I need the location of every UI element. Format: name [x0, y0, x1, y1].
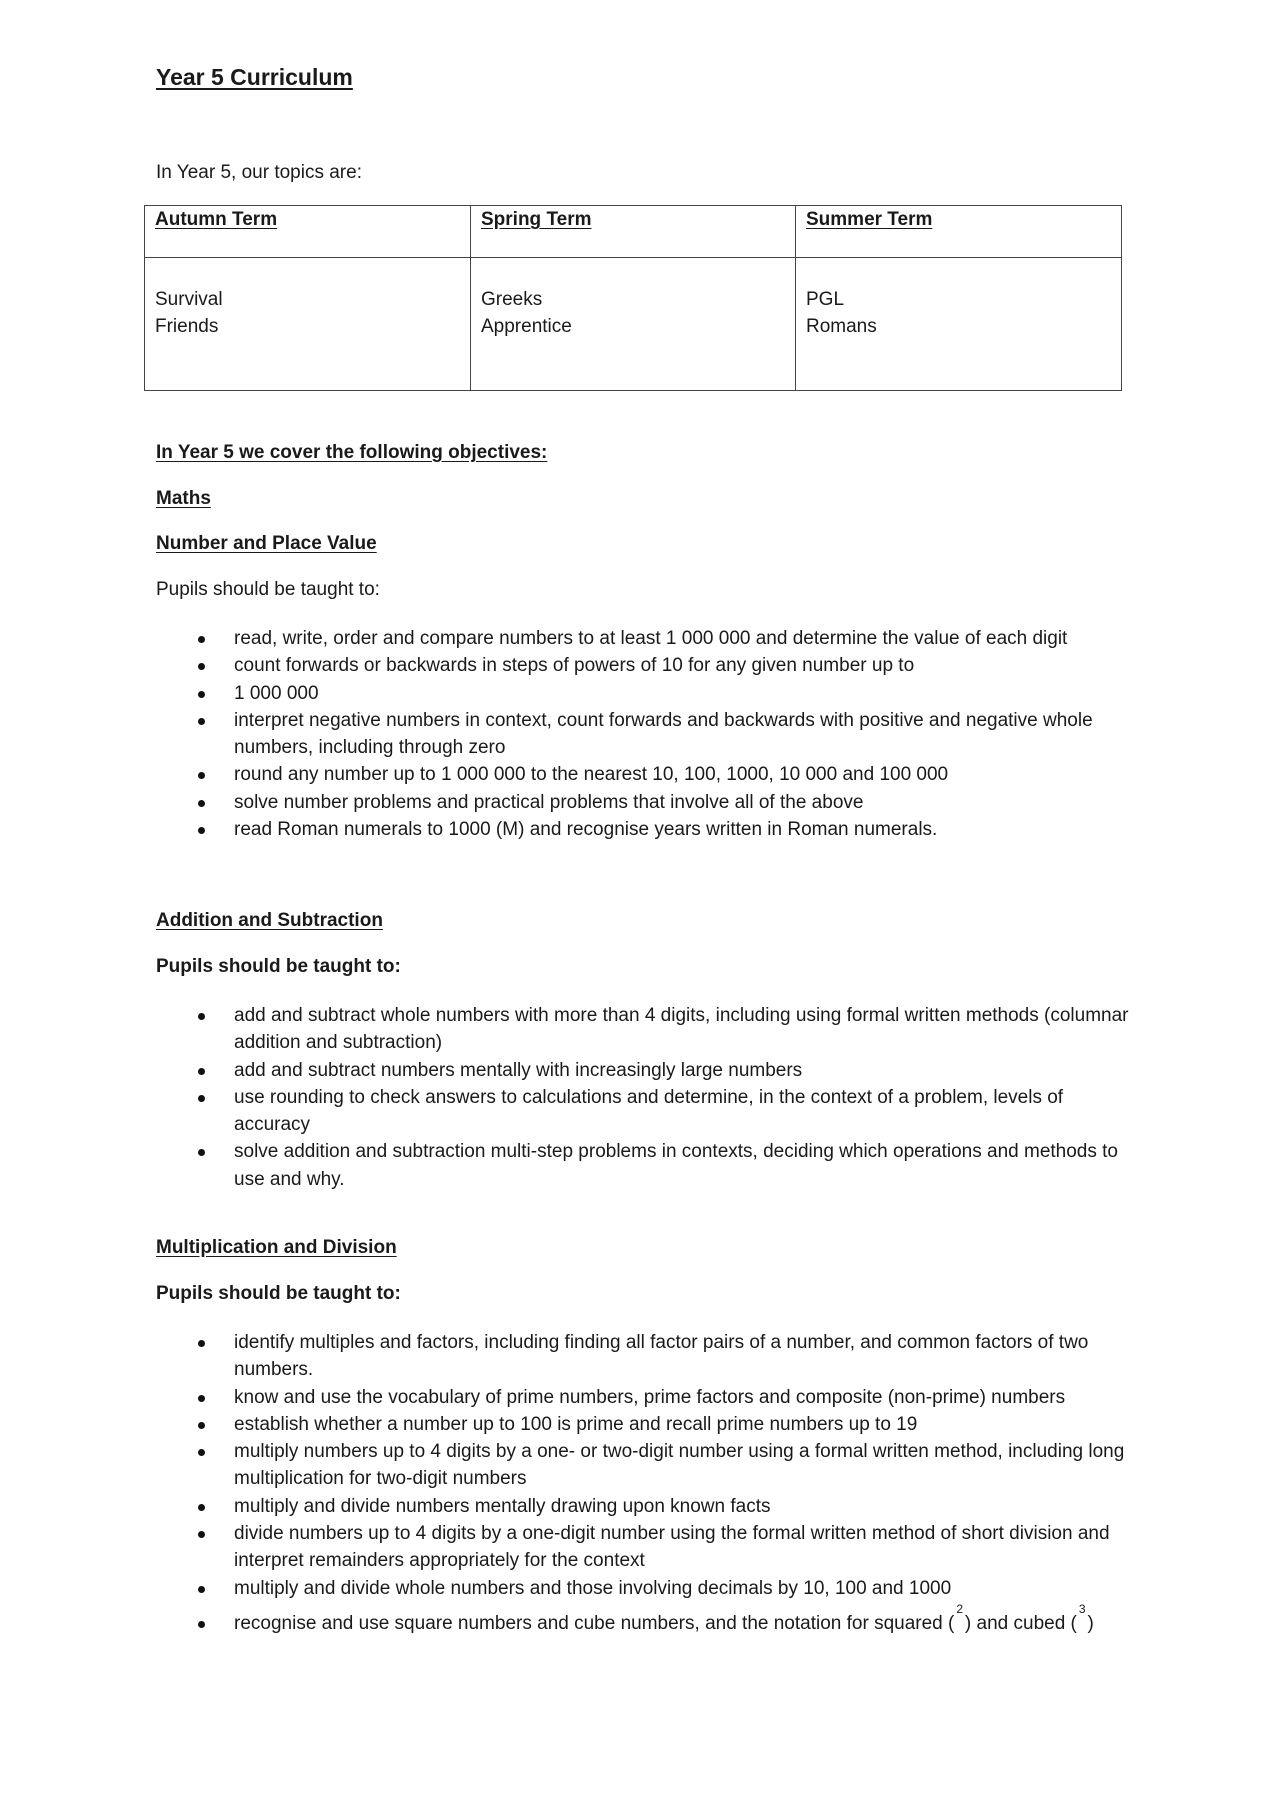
header-spring-term — [471, 206, 796, 258]
bullet-icon — [198, 1395, 205, 1402]
list-item-text: know and use the vocabulary of prime numbers, prime factors and composite (non-prime) numbers — [234, 1386, 1066, 1408]
list-item-text: round any number up to 1 000 000 to the nearest 10, 100, 1000, 10 000 and 100 000 — [234, 764, 949, 786]
list-item — [0, 1002, 1280, 1057]
list-item — [0, 1084, 1280, 1139]
list-item — [0, 1575, 1280, 1602]
bullet-icon — [198, 1586, 205, 1593]
header-autumn-term — [145, 206, 471, 258]
squared-notation — [954, 1601, 965, 1634]
list-item — [0, 1493, 1280, 1520]
cubed-notation — [1077, 1601, 1088, 1634]
bullet-icon — [198, 1504, 205, 1511]
intro-text: In Year 5, our topics are: — [156, 162, 362, 183]
bullet-icon — [198, 718, 205, 725]
superscript-3: 3 — [1078, 1601, 1086, 1616]
section-heading-addition-subtraction: Addition and Subtraction — [156, 910, 383, 931]
list-item — [0, 652, 1280, 679]
taught-intro: Pupils should be taught to: — [156, 1283, 401, 1304]
bullet-icon — [198, 1449, 205, 1456]
list-item — [0, 789, 1280, 816]
bullet-icon — [198, 1621, 205, 1628]
list-item-text: interpret negative numbers in context, count forwards and backwards with positive and negative whole numbers, including through zero — [234, 709, 1093, 759]
spring-topics-cell — [471, 258, 796, 391]
topic-item: Survival — [155, 289, 223, 310]
bullet-icon — [198, 663, 205, 670]
list-item-text: multiply numbers up to 4 digits by a one- or two-digit number using a formal written method, including long multiplication for two-digit numbers — [234, 1441, 1125, 1490]
list-item-text: count forwards or backwards in steps of powers of 10 for any given number up to — [234, 655, 915, 677]
superscript-2: 2 — [956, 1601, 964, 1616]
bullet-icon — [198, 1068, 205, 1075]
list-item-text: solve number problems and practical problems that involve all of the above — [234, 791, 864, 813]
bullet-icon — [198, 1095, 205, 1102]
list-item-text: divide numbers up to 4 digits by a one-digit number using the formal written method of short division and interpret remainders appropriately for the context — [234, 1523, 1110, 1572]
summer-topics-cell — [796, 258, 1122, 391]
list-item-text: multiply and divide whole numbers and those involving decimals by 10, 100 and 1000 — [234, 1577, 952, 1599]
bullet-icon — [198, 1531, 205, 1538]
list-item-text: add and subtract numbers mentally with increasingly large numbers — [234, 1059, 803, 1081]
bullet-icon — [198, 636, 205, 643]
list-item-text: use rounding to check answers to calculations and determine, in the context of a problem, levels of accuracy — [234, 1086, 1064, 1136]
objectives-heading: In Year 5 we cover the following objectives: — [156, 442, 548, 463]
list-item — [0, 816, 1280, 843]
list-item-text: solve addition and subtraction multi-step problems in contexts, deciding which operations and methods to use and why. — [234, 1141, 1119, 1190]
topics-table — [144, 205, 1122, 391]
list-item — [0, 1411, 1280, 1438]
header-label: Spring Term — [481, 209, 592, 230]
bullet-icon — [198, 1149, 205, 1156]
topics-table-row — [145, 258, 1122, 391]
topic-item: Friends — [155, 316, 219, 337]
section-heading-multiplication-division: Multiplication and Division — [156, 1237, 397, 1258]
topic-item: Apprentice — [481, 316, 572, 337]
list-item — [0, 1520, 1280, 1575]
bullet-icon — [198, 827, 205, 834]
list-item — [0, 1601, 1280, 1637]
bullet-icon — [198, 1013, 205, 1020]
list-item — [0, 1384, 1280, 1411]
list-item-text: identify multiples and factors, including finding all factor pairs of a number, and common factors of two numbers. — [234, 1332, 1089, 1381]
taught-intro: Pupils should be taught to: — [156, 579, 380, 600]
topics-table-header-row — [145, 206, 1122, 258]
section-heading-number-place-value: Number and Place Value — [156, 533, 377, 554]
bullet-icon — [198, 772, 205, 779]
page-title: Year 5 Curriculum — [156, 64, 353, 90]
header-label: Autumn Term — [155, 209, 278, 230]
topic-item: PGL — [806, 289, 845, 310]
header-label: Summer Term — [806, 209, 933, 230]
header-summer-term — [796, 206, 1122, 258]
list-item — [0, 1057, 1280, 1084]
bullet-list-number-place-value — [0, 625, 1280, 843]
list-item — [0, 680, 1280, 707]
list-item-text: read Roman numerals to 1000 (M) and recognise years written in Roman numerals. — [234, 819, 938, 841]
topic-item: Greeks — [481, 289, 543, 310]
bullet-icon — [198, 800, 205, 807]
autumn-topics-cell — [145, 258, 471, 391]
list-item-text: establish whether a number up to 100 is prime and recall prime numbers up to 19 — [234, 1413, 918, 1435]
list-item-text: ) and cubed ( — [964, 1612, 1077, 1634]
bullet-icon — [198, 1422, 205, 1429]
list-item — [0, 761, 1280, 788]
subject-heading: Maths — [156, 488, 211, 509]
bullet-list-multiplication-division — [0, 1329, 1280, 1637]
list-item-text: 1 000 000 — [234, 682, 319, 704]
bullet-icon — [198, 691, 205, 698]
list-item-text: multiply and divide numbers mentally drawing upon known facts — [234, 1495, 771, 1517]
taught-intro: Pupils should be taught to: — [156, 956, 401, 977]
bullet-list-addition-subtraction — [0, 1002, 1280, 1193]
list-item-text: add and subtract whole numbers with more than 4 digits, including using formal written methods (columnar addition and subtraction) — [234, 1005, 1129, 1054]
topic-item: Romans — [806, 316, 877, 337]
bullet-icon — [198, 1340, 205, 1347]
list-item-text: recognise and use square numbers and cube numbers, and the notation for squared ( — [234, 1612, 955, 1634]
list-item-text: ) — [1087, 1612, 1094, 1634]
list-item — [0, 1329, 1280, 1384]
list-item — [0, 707, 1280, 762]
list-item — [0, 1438, 1280, 1493]
list-item — [0, 1138, 1280, 1193]
list-item-text: read, write, order and compare numbers to at least 1 000 000 and determine the value of each digit — [234, 628, 1068, 649]
list-item — [0, 625, 1280, 652]
